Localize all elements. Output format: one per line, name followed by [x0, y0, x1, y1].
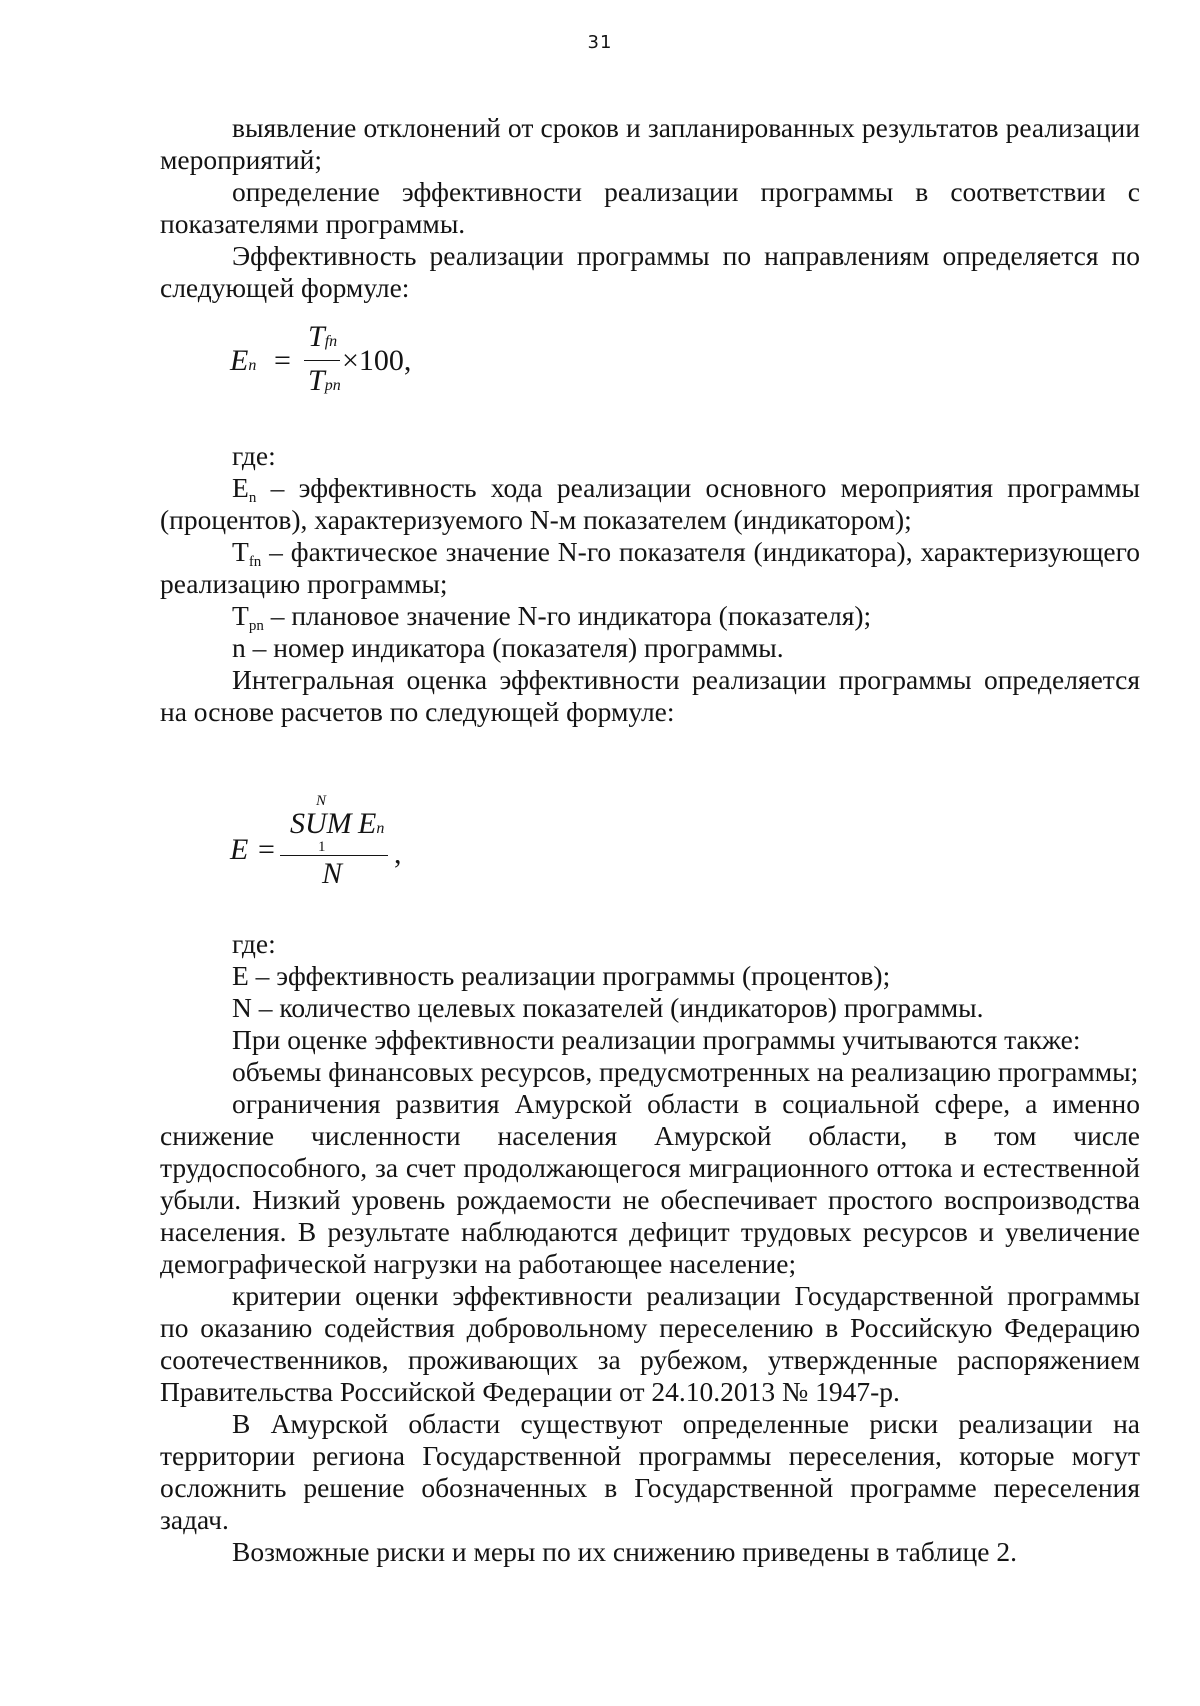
definitions-block-1: [160, 440, 1140, 728]
sum-upper-limit: N: [316, 793, 327, 809]
formula-lhs: E: [230, 344, 249, 377]
where-label: где:: [232, 440, 276, 471]
paragraph: При оценке эффективности реализации программы учитываются также:: [232, 1024, 1081, 1055]
formula-denominator-sub: pn: [324, 377, 341, 394]
formula-equals: =: [274, 344, 291, 377]
symbol-sub: fn: [248, 554, 262, 570]
sum-lower-limit: 1: [318, 839, 326, 855]
formula-lhs-sub: n: [248, 357, 257, 374]
symbol-sub: pn: [248, 618, 264, 634]
definition-en: [160, 472, 1140, 536]
paragraph: определение эффективности реализации программы в соответствии с показателями программы.: [160, 176, 1140, 239]
fraction-bar: [304, 360, 340, 361]
symbol: T: [232, 536, 249, 567]
formula-numerator: T: [308, 320, 325, 353]
definition-tfn: [160, 536, 1140, 600]
paragraph: Возможные риски и меры по их снижению приведены в таблице 2.: [232, 1536, 1017, 1567]
symbol-sub: n: [248, 490, 257, 506]
sum-term: E: [358, 807, 377, 840]
paragraph: критерии оценки эффективности реализации Государственной программы по оказанию содействия добровольному переселению в Российскую Федерацию соотечественников, проживающих за рубежом, утвержденные распоряжением Правительства Российской Федерации от 24.10.2013 № 1947-р.: [160, 1280, 1140, 1407]
formula-multiplier: ×100,: [342, 344, 412, 377]
paragraph: объемы финансовых ресурсов, предусмотренных на реализацию программы;: [232, 1056, 1139, 1087]
sum-operator: SUM: [290, 807, 352, 840]
formula-lhs: E: [230, 833, 249, 866]
symbol: T: [232, 600, 249, 631]
definitions-block-2: [160, 928, 1140, 1568]
formula-equals: =: [258, 833, 275, 866]
definition-text: – эффективность хода реализации основного мероприятия программы (процентов), характеризуемого N-м показателем (индикатором);: [160, 472, 1140, 535]
paragraph: Интегральная оценка эффективности реализации программы определяется на основе расчетов по следующей формуле:: [160, 664, 1140, 727]
paragraph: Эффективность реализации программы по направлениям определяется по следующей формуле:: [160, 240, 1140, 303]
efficiency-formula: [230, 320, 450, 410]
definition-e: E – эффективность реализации программы (процентов);: [232, 960, 891, 991]
definition-count: N – количество целевых показателей (индикаторов) программы.: [232, 992, 984, 1023]
formula-numerator-sub: fn: [324, 333, 338, 350]
definition-tpn: [160, 600, 1140, 632]
page-number: 31: [587, 32, 613, 53]
symbol: E: [232, 472, 249, 503]
paragraph: ограничения развития Амурской области в социальной сфере, а именно снижение численности населения Амурской области, в том числе трудоспособного, за счет продолжающегося миграционного оттока и естественной убыли. Низкий уровень рождаемости не обеспечивает простого воспроизводства населения. В результате наблюдаются дефицит трудовых ресурсов и увеличение демографической нагрузки на работающее население;: [160, 1088, 1140, 1279]
integral-formula: [230, 793, 430, 898]
intro-block: [160, 112, 1140, 304]
formula-denominator: N: [322, 857, 343, 890]
paragraph: В Амурской области существуют определенные риски реализации на территории региона Государственной программы переселения, которые могут осложнить решение обозначенных в Государственной программе переселения задач.: [160, 1408, 1140, 1535]
fraction-bar: [280, 855, 388, 856]
where-label: где:: [232, 928, 276, 959]
definition-text: – плановое значение N-го индикатора (показателя);: [263, 600, 872, 631]
formula-comma: ,: [394, 837, 402, 870]
sum-term-sub: n: [376, 820, 385, 837]
definition-n: n – номер индикатора (показателя) программы.: [232, 632, 784, 663]
formula-denominator: T: [308, 364, 325, 397]
definition-text: – фактическое значение N-го показателя (индикатора), характеризующего реализацию программы;: [160, 536, 1140, 599]
paragraph: выявление отклонений от сроков и запланированных результатов реализации мероприятий;: [160, 112, 1140, 175]
